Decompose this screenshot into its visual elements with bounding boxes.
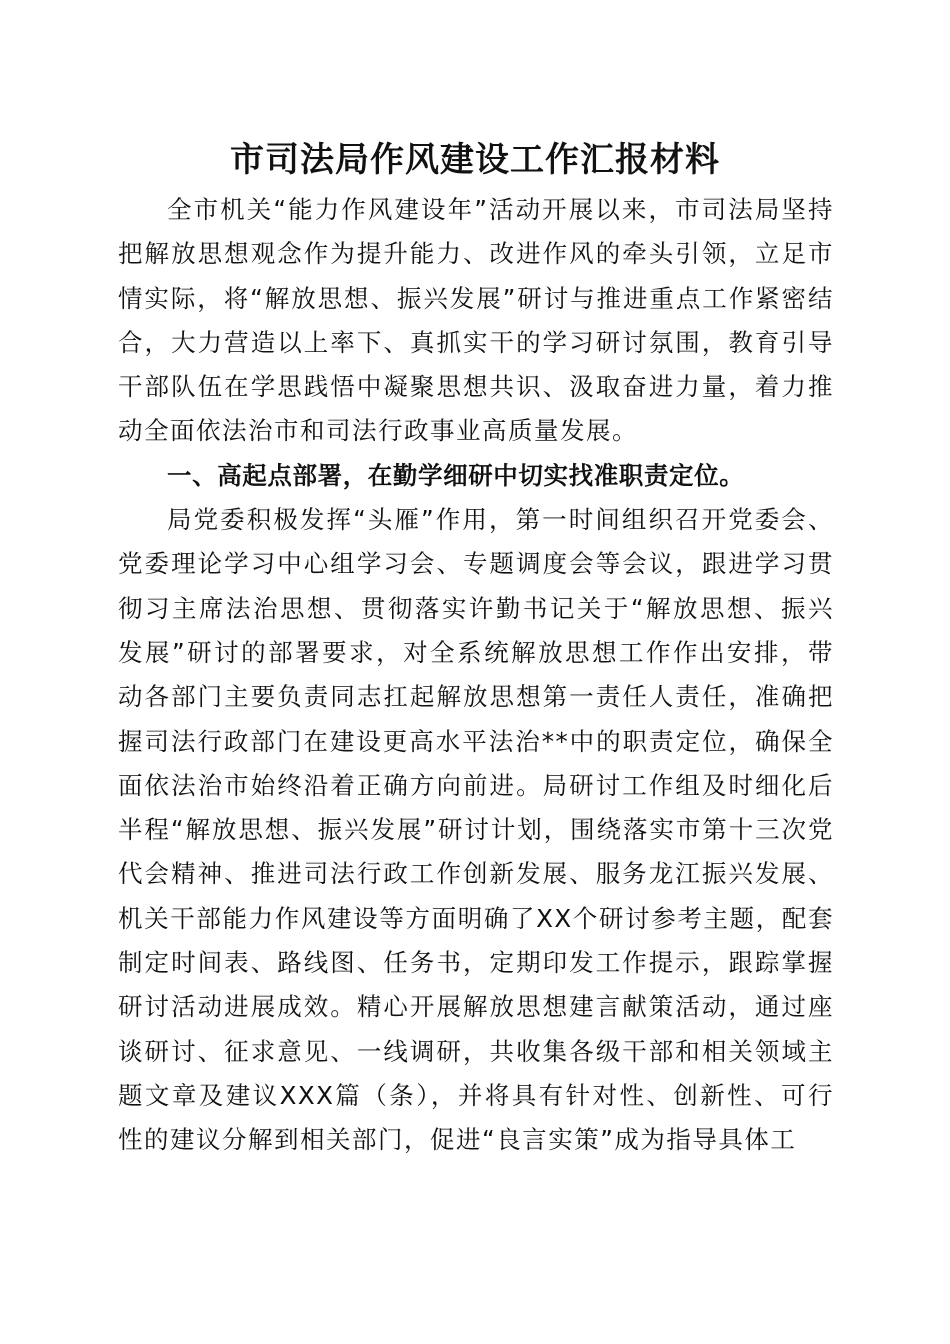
section-heading: 一、高起点部署，在勤学细研中切实找准职责定位。: [167, 460, 745, 490]
document-body: [118, 188, 834, 1163]
section-paragraph: 局党委积极发挥“头雁”作用，第一时间组织召开党委会、党委理论学习中心组学习会、专题调度会等会议，跟进学习贯彻习主席法治思想、贯彻落实许勤书记关于“解放思想、振兴发展”研讨的部署要求，对全系统解放思想工作作出安排，带动各部门主要负责同志扛起解放思想第一责任人责任，准确把握司法行政部门在建设更高水平法治**中的职责定位，确保全面依法治市始终沿着正确方向前进。局研讨工作组及时细化后半程“解放思想、振兴发展”研讨计划，围绕落实市第十三次党代会精神、推进司法行政工作创新发展、服务龙江振兴发展、机关干部能力作风建设等方面明确了XX个研讨参考主题，配套制定时间表、路线图、任务书，定期印发工作提示，跟踪掌握研讨活动进展成效。精心开展解放思想建言献策活动，通过座谈研讨、征求意见、一线调研，共收集各级干部和相关领域主题文章及建议XXX篇（条），并将具有针对性、创新性、可行性的建议分解到相关部门，促进“良言实策”成为指导具体工: [118, 505, 834, 1155]
intro-paragraph: 全市机关“能力作风建设年”活动开展以来，市司法局坚持把解放思想观念作为提升能力、改进作风的牵头引领，立足市情实际，将“解放思想、振兴发展”研讨与推进重点工作紧密结合，大力营造以上率下、真抓实干的学习研讨氛围，教育引导干部队伍在学思践悟中凝聚思想共识、汲取奋进力量，着力推动全面依法治市和司法行政事业高质量发展。: [118, 195, 834, 446]
document-title: 市司法局作风建设工作汇报材料: [230, 140, 720, 180]
